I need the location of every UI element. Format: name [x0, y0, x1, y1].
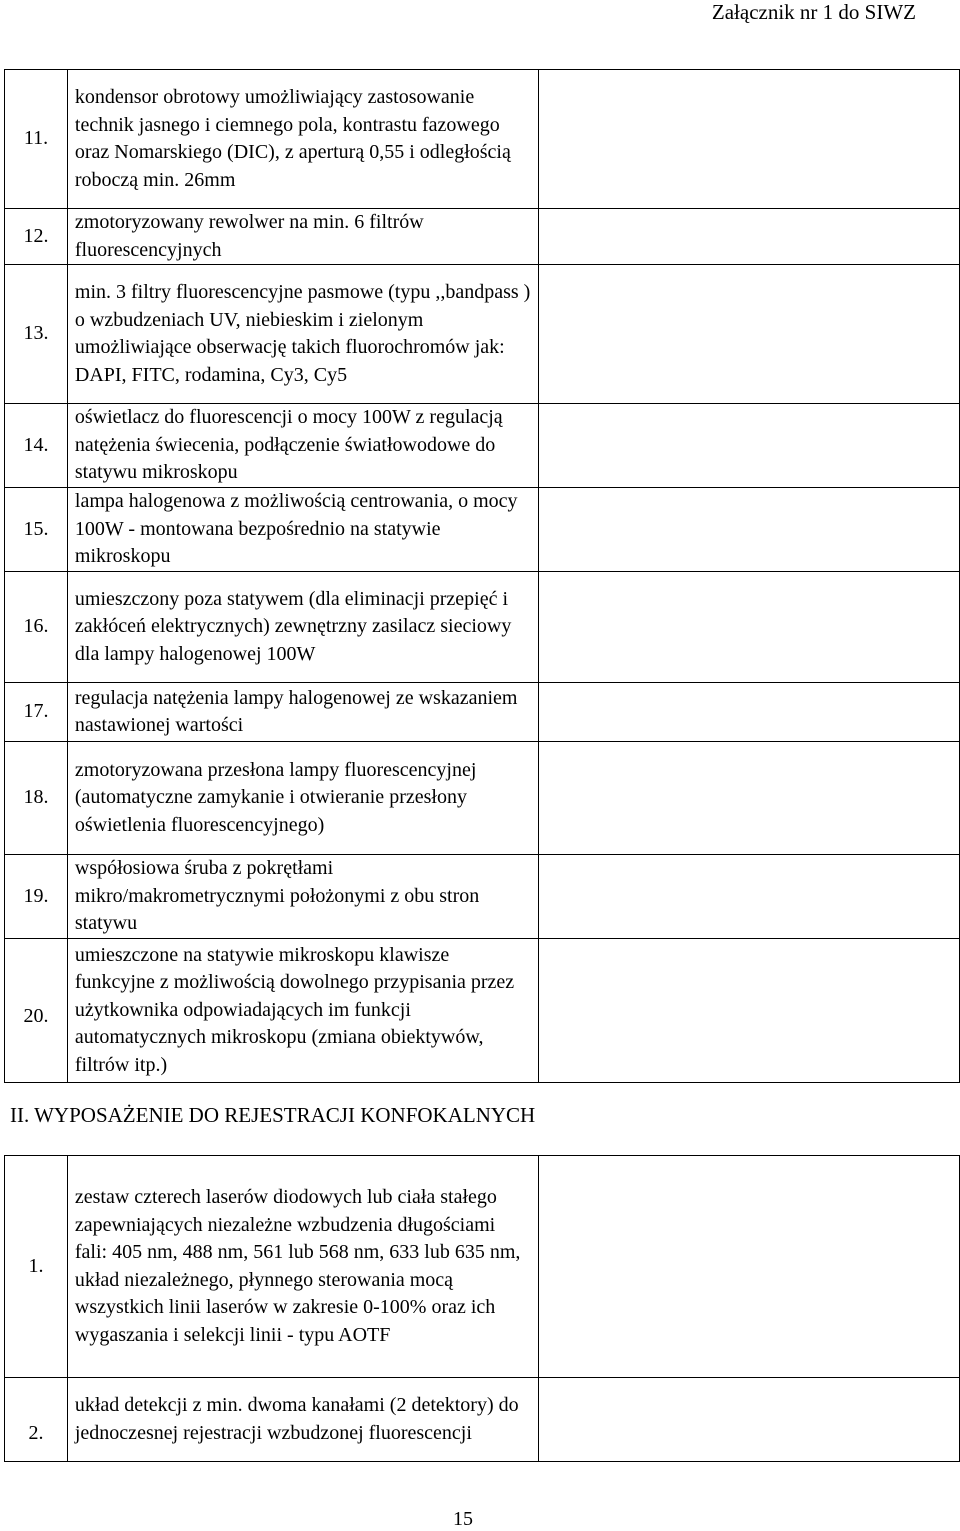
- row-description: zmotoryzowana przesłona lampy fluorescencyjnej (automatyczne zamykanie i otwieranie przesłony oświetlenia fluorescencyjnego): [67, 742, 538, 855]
- row-description: układ detekcji z min. dwoma kanałami (2 detektory) do jednoczesnej rejestracji wzbudzonej fluorescencji: [67, 1378, 538, 1462]
- table-row: [5, 572, 960, 683]
- table-row: [5, 488, 960, 572]
- table-row: [5, 1156, 960, 1378]
- row-description: współosiowa śruba z pokrętłami mikro/makrometrycznymi położonymi z obu stron statywu: [67, 855, 538, 939]
- empty-cell: [539, 70, 960, 209]
- row-number: 18.: [5, 742, 68, 855]
- row-number: 2.: [5, 1378, 68, 1462]
- row-number: 13.: [5, 265, 68, 404]
- table-row: [5, 742, 960, 855]
- spec-table-2: [4, 1155, 960, 1462]
- empty-cell: [539, 488, 960, 572]
- table-row: [5, 70, 960, 209]
- table-row: [5, 1378, 960, 1462]
- row-description: kondensor obrotowy umożliwiający zastosowanie technik jasnego i ciemnego pola, kontrastu fazowego oraz Nomarskiego (DIC), z aperturą 0,55 i odległością roboczą min. 26mm: [67, 70, 538, 209]
- row-number: 17.: [5, 683, 68, 742]
- table-row: [5, 265, 960, 404]
- empty-cell: [539, 939, 960, 1083]
- row-number: 11.: [5, 70, 68, 209]
- empty-cell: [539, 209, 960, 265]
- row-number: 19.: [5, 855, 68, 939]
- empty-cell: [539, 572, 960, 683]
- table-row: [5, 939, 960, 1083]
- row-description: zestaw czterech laserów diodowych lub ciała stałego zapewniających niezależne wzbudzenia długościami fali: 405 nm, 488 nm, 561 lub 568 nm, 633 lub 635 nm, układ niezależnego, płynnego sterowania mocą wszystkich linii laserów w zakresie 0-100% oraz ich wygaszania i selekcji linii - typu AOTF: [67, 1156, 538, 1378]
- row-number: 12.: [5, 209, 68, 265]
- row-description: lampa halogenowa z możliwością centrowania, o mocy 100W - montowana bezpośrednio na statywie mikroskopu: [67, 488, 538, 572]
- table-row: [5, 855, 960, 939]
- empty-cell: [539, 855, 960, 939]
- row-number: 14.: [5, 404, 68, 488]
- attachment-header: Załącznik nr 1 do SIWZ: [711, 0, 916, 24]
- empty-cell: [539, 742, 960, 855]
- empty-cell: [539, 1378, 960, 1462]
- empty-cell: [539, 404, 960, 488]
- row-number: 20.: [5, 939, 68, 1083]
- page-number: 15: [453, 1508, 473, 1530]
- row-number: 16.: [5, 572, 68, 683]
- empty-cell: [539, 683, 960, 742]
- row-description: zmotoryzowany rewolwer na min. 6 filtrów fluorescencyjnych: [67, 209, 538, 265]
- row-description: oświetlacz do fluorescencji o mocy 100W z regulacją natężenia świecenia, podłączenie światłowodowe do statywu mikroskopu: [67, 404, 538, 488]
- row-description: umieszczone na statywie mikroskopu klawisze funkcyjne z możliwością dowolnego przypisania przez użytkownika odpowiadających im funkcji automatycznych mikroskopu (zmiana obiektywów, filtrów itp.): [67, 939, 538, 1083]
- table-row: [5, 209, 960, 265]
- spec-table-1: [4, 69, 960, 1083]
- table-row: [5, 683, 960, 742]
- row-description: min. 3 filtry fluorescencyjne pasmowe (typu ,,bandpass ) o wzbudzeniach UV, niebieskim i zielonym umożliwiające obserwację takich fluorochromów jak: DAPI, FITC, rodamina, Cy3, Cy5: [67, 265, 538, 404]
- row-description: regulacja natężenia lampy halogenowej ze wskazaniem nastawionej wartości: [67, 683, 538, 742]
- row-number: 1.: [5, 1156, 68, 1378]
- empty-cell: [539, 1156, 960, 1378]
- row-description: umieszczony poza statywem (dla eliminacji przepięć i zakłóceń elektrycznych) zewnętrzny zasilacz sieciowy dla lampy halogenowej 100W: [67, 572, 538, 683]
- table-row: [5, 404, 960, 488]
- section-heading: II. WYPOSAŻENIE DO REJESTRACJI KONFOKALNYCH: [10, 1103, 536, 1127]
- empty-cell: [539, 265, 960, 404]
- row-number: 15.: [5, 488, 68, 572]
